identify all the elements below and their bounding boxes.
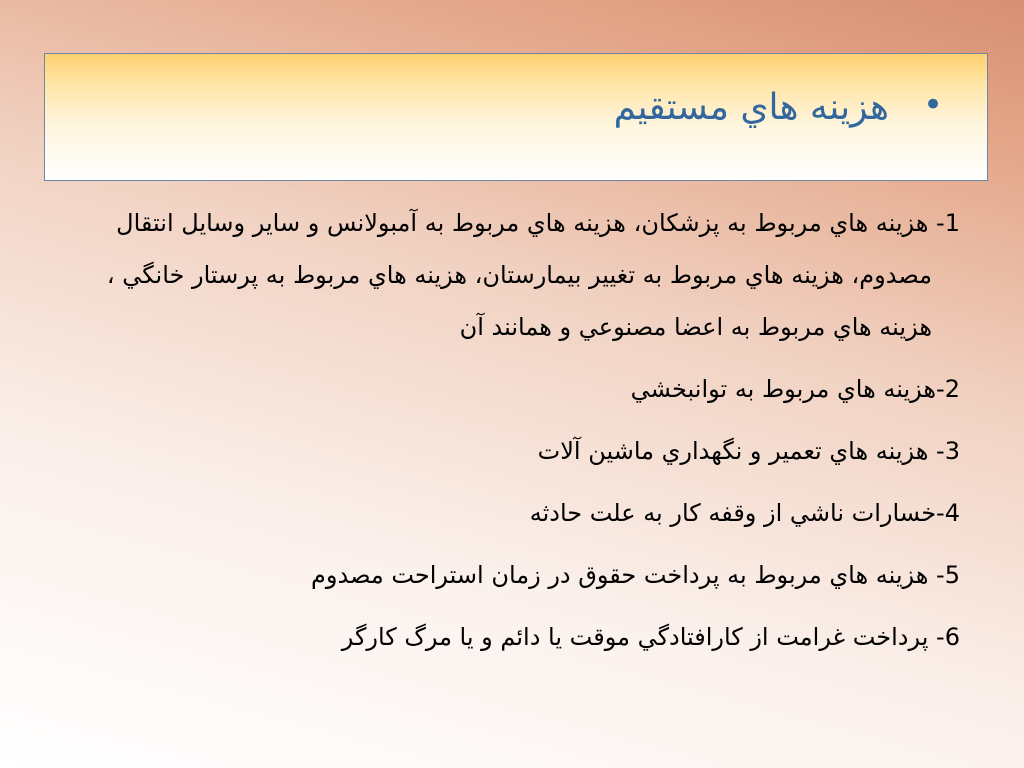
list-item-4: 4-خسارات ناشي از وقفه كار به علت حادثه <box>529 499 960 527</box>
slide-title: هزينه هاي مستقيم <box>613 87 889 128</box>
list-item-1: 1- هزينه هاي مربوط به پزشكان، هزينه هاي مربوط به آمبولانس و ساير وسايل انتقال مصدوم، هزينه هاي مربوط به تغيير بيمارستان، هزينه هاي مربوط به پرستار خانگي ، هزينه هاي مربوط به اعضا مصنوعي و همانند آن <box>106 209 960 341</box>
title-row <box>613 84 943 128</box>
bullet-icon: • <box>922 84 943 125</box>
title-box <box>44 53 988 181</box>
list-item-6: 6- پرداخت غرامت از كارافتادگي موقت يا دائم و يا مرگ كارگر <box>341 623 960 651</box>
list-item-5: 5- هزينه هاي مربوط به پرداخت حقوق در زمان استراحت مصدوم <box>311 561 960 589</box>
list-item-3: 3- هزينه هاي تعمير و نگهداري ماشين آلات <box>537 437 960 465</box>
list-item-2: 2-هزينه هاي مربوط به توانبخشي <box>630 375 960 403</box>
content-list <box>60 197 960 673</box>
